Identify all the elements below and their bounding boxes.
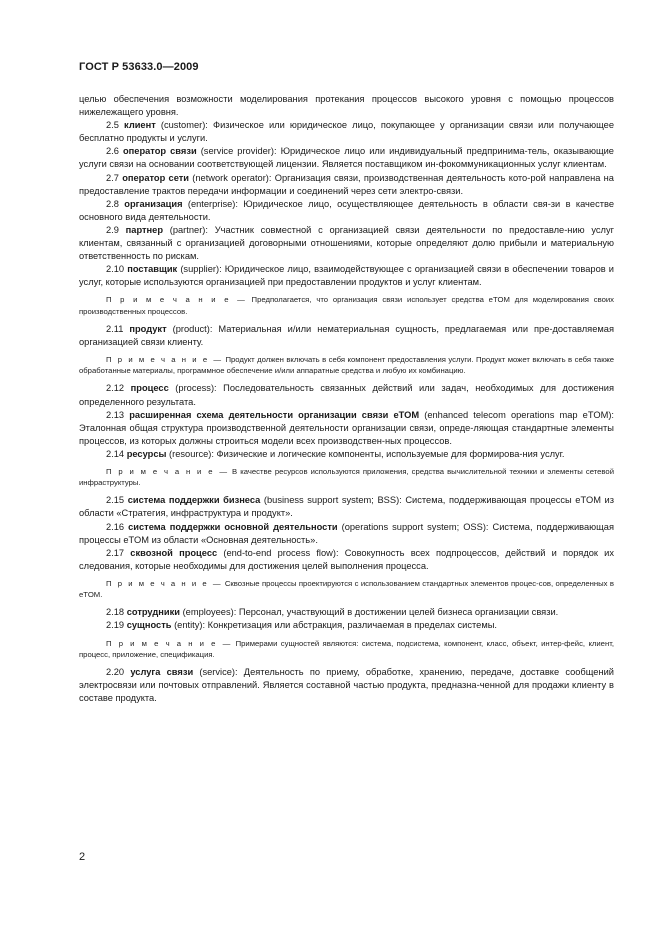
entry-term: процесс	[130, 383, 169, 394]
entry-term: партнер	[125, 224, 164, 235]
entry-term: оператор связи	[122, 146, 197, 157]
entry-number: 2.12	[106, 383, 125, 394]
entry-term: ресурсы	[126, 448, 167, 459]
entry-term: сущность	[126, 620, 172, 631]
entry-number: 2.13	[106, 409, 125, 420]
entry-definition: (enhanced telecom operations map eTOM): Эталонная общая структура производственной деятельности организации связи, опреде-ляющая стандартные элементы процессов, из которых должны строиться модели всех производствен-ных процессов.	[79, 409, 615, 446]
entry-term: система поддержки бизнеса	[127, 495, 261, 506]
entry-term: услуга связи	[130, 666, 194, 677]
entry-term: система поддержки основной деятельности	[128, 521, 338, 532]
entry-number: 2.20	[106, 666, 125, 677]
note-text: Примерами сущностей являются: система, подсистема, компонент, класс, объект, интер-фейс, клиент, процесс, приложение, спецификация.	[79, 638, 614, 659]
note-label: П р и м е ч а н и е —	[106, 355, 223, 364]
entry-definition: (network operator): Организация связи, производственная деятельность кото-рой направлена на предоставление трактов передачи информации и соединений через сети электро-связи.	[79, 172, 614, 196]
entry-number: 2.8	[106, 198, 119, 209]
entry-number: 2.6	[106, 146, 119, 157]
entry-number: 2.5	[106, 120, 119, 131]
entry-definition: (service): Деятельность по приему, обработке, хранению, передаче, доставке сообщений электросвязи или почтовых отправлений. Является составной частью продукта, предназна-ченной для продажи клиенту в составе продукта.	[79, 666, 614, 704]
entry-definition: (enterprise): Юридическое лицо, осуществляющее деятельность в области свя-зи в качестве основного вида деятельности.	[79, 198, 614, 222]
entry-number: 2.17	[106, 547, 125, 558]
entry-definition: (resource): Физические и логические компоненты, используемые для формирова-ния услуг.	[166, 448, 565, 459]
definition-entry	[79, 263, 614, 289]
note-text: В качестве ресурсов используются приложения, средства вычислительной техники и элементы сетевой инфраструктуры.	[79, 466, 615, 488]
entry-definition: (business support system; BSS): Система, поддерживающая процессы eTOM из области «Стратегия, инфраструктура и продукт».	[79, 495, 614, 519]
definition-entry	[79, 323, 614, 349]
continuation-paragraph: целью обеспечения возможности моделирования протекания процессов высокого уровня с помощью процессов нижележащего уровня.	[79, 94, 614, 118]
definition-entry	[79, 521, 614, 547]
entry-term: организация	[124, 198, 183, 209]
entry-definition: (process): Последовательность связанных действий или задач, необходимых для достижения определенного результата.	[79, 383, 614, 407]
definition-entry	[79, 619, 614, 632]
standard-header: ГОСТ Р 53633.0—2009	[79, 61, 199, 73]
definition-entry	[79, 448, 614, 461]
note-label: П р и м е ч а н и е —	[106, 638, 233, 648]
entry-number: 2.10	[106, 264, 125, 275]
definition-entry	[79, 172, 614, 198]
definition-entry	[79, 409, 614, 448]
entry-note	[79, 354, 614, 376]
note-text: Предполагается, что организация связи использует средства eTOM для моделирования своих производственных процессов.	[79, 295, 615, 316]
definition-entry	[79, 494, 614, 520]
note-label: П р и м е ч а н и е —	[106, 466, 229, 476]
note-label: П р и м е ч а н и е —	[106, 578, 223, 588]
page-number: 2	[79, 851, 86, 863]
entry-definition: (customer): Физическое или юридическое лицо, покупающее у организации связи или получающее бесплатно продукты и услуги.	[79, 120, 614, 144]
entry-number: 2.9	[106, 224, 119, 235]
entry-definition: (entity): Конкретизация или абстракция, различаемая в пределах системы.	[171, 620, 497, 631]
definition-entry	[79, 224, 614, 263]
entry-number: 2.7	[106, 172, 119, 183]
entry-number: 2.15	[106, 495, 125, 506]
entry-term: сквозной процесс	[130, 547, 218, 558]
entry-number: 2.11	[106, 323, 124, 334]
entry-term: оператор сети	[122, 172, 190, 183]
entry-definition: (service provider): Юридическое лицо или индивидуальный предпринима-тель, оказывающие услуги связи на основании соответствующей лицензии. Является поставщиком ин-фокоммуникационных услуг клиентам.	[79, 146, 614, 170]
note-label: П р и м е ч а н и е —	[106, 295, 247, 305]
entry-note	[79, 638, 614, 660]
entry-term: клиент	[124, 120, 156, 131]
entry-term: сотрудники	[126, 607, 180, 618]
entry-definition: (partner): Участник совместной с организацией связи деятельности по предоставле-нию услуг клиентам, связанный с организацией договорными отношениями, которые определяют долю прибыли и материальную ответственность по рискам.	[79, 224, 614, 262]
entry-definition: (operations support system; OSS): Система, поддерживающая процессы eTOM из области «Основная деятельность».	[79, 521, 614, 545]
entry-note	[79, 466, 614, 488]
note-text: Продукт должен включать в себя компонент предоставления услуги. Продукт может включать в себя также обработанные материалы, программное обеспечение и/или аппаратные средства и любую их комбинацию.	[79, 355, 614, 376]
entry-definition: (end-to-end process flow): Совокупность всех подпроцессов, действий и порядок их следования, которые необходимы для достижения целей выполнения процесса.	[79, 547, 614, 571]
entry-number: 2.16	[106, 521, 125, 532]
definition-entry	[79, 198, 614, 224]
note-text: Сквозные процессы проектируются с использованием стандартных элементов процес-сов, определенных в eTOM.	[79, 578, 614, 600]
definition-entry	[79, 119, 614, 145]
entry-definition: (employees): Персонал, участвующий в достижении целей бизнеса организации связи.	[179, 607, 559, 618]
entry-number: 2.14	[106, 448, 125, 459]
entry-definition: (product): Материальная и/или нематериальная сущность, предлагаемая или пре-доставляемая организацией связи клиенту.	[79, 323, 614, 347]
entry-term: поставщик	[127, 264, 178, 275]
definition-entry	[79, 606, 614, 619]
entry-number: 2.18	[106, 607, 125, 618]
entry-note	[79, 578, 614, 600]
entry-note	[79, 294, 614, 316]
definition-entry	[79, 547, 614, 573]
definition-entry	[79, 382, 614, 408]
entry-term: продукт	[129, 323, 167, 334]
entry-definition: (supplier): Юридическое лицо, взаимодействующее с организацией связи в обеспечении товаров и услуг, которые используются организацией при предоставлении продуктов и услуг клиентам.	[79, 264, 614, 288]
definition-entry	[79, 145, 614, 171]
entry-term: расширенная схема деятельности организации связи eTOM	[129, 409, 420, 420]
definitions-body	[79, 93, 614, 705]
entry-number: 2.19	[106, 620, 125, 631]
definition-entry	[79, 666, 614, 705]
